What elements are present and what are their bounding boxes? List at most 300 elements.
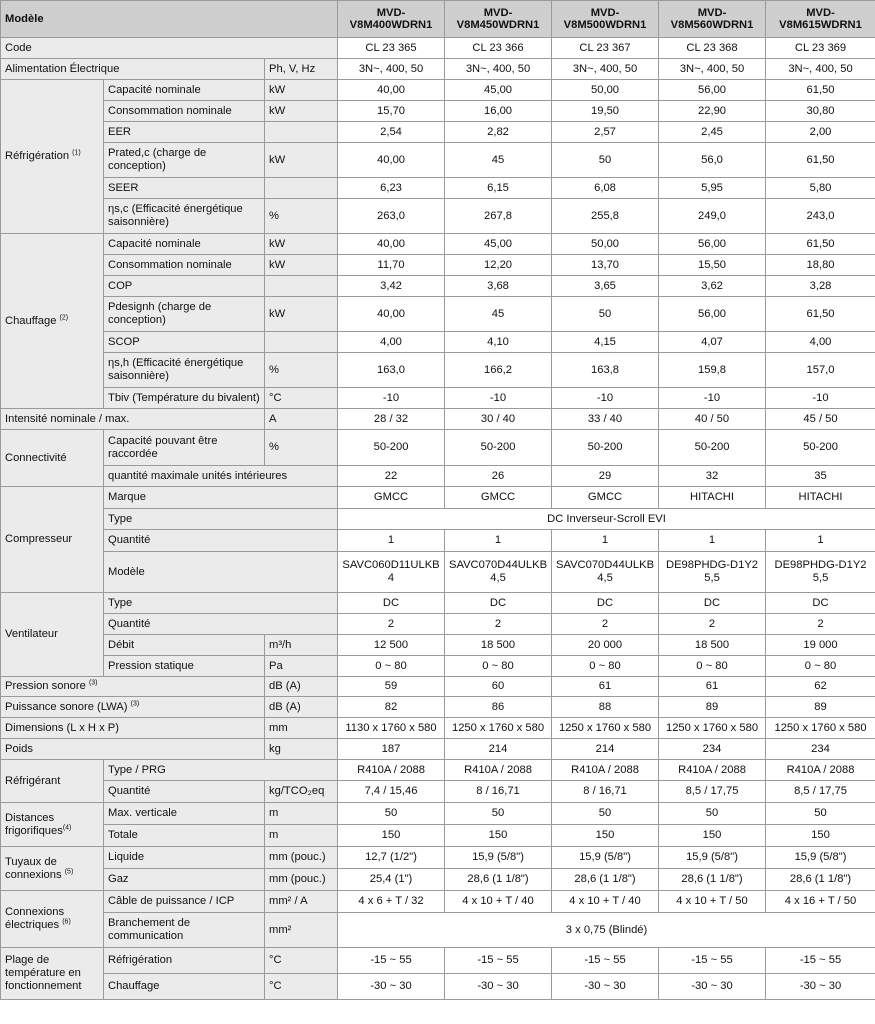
cell-value: 4 x 10 + T / 40	[552, 891, 659, 913]
row-unit: °C	[265, 948, 338, 974]
cell-value: 2	[766, 614, 875, 635]
code-row	[1, 38, 875, 59]
cell-value: 3N~, 400, 50	[338, 59, 445, 80]
cell-value: 263,0	[338, 199, 445, 234]
electrical-row	[1, 891, 875, 913]
fan-row	[1, 593, 875, 614]
cell-value: 50	[338, 803, 445, 825]
cell-value: 0 ~ 80	[659, 656, 766, 677]
cell-value: 234	[766, 739, 875, 760]
sub-label: Pression statique	[104, 656, 265, 677]
cell-value: HITACHI	[659, 487, 766, 509]
cell-value: 16,00	[445, 101, 552, 122]
row-unit: Ph, V, Hz	[265, 59, 338, 80]
sub-label: Quantité	[104, 614, 338, 635]
sub-label: Quantité	[104, 530, 338, 552]
cell-value: 13,70	[552, 255, 659, 276]
cell-value: 61,50	[766, 297, 875, 332]
temperature-range-row	[1, 974, 875, 1000]
current-row	[1, 409, 875, 430]
group-label-heating: Chauffage $^{(2)}$	[1, 234, 104, 409]
cell-value: 26	[445, 466, 552, 487]
cell-value: 50	[552, 803, 659, 825]
cell-value: R410A / 2088	[659, 760, 766, 781]
cell-value: 150	[338, 825, 445, 847]
cell-value: 89	[766, 697, 875, 718]
cell-value: 150	[552, 825, 659, 847]
row-unit: kW	[265, 101, 338, 122]
row-unit: kg/TCO₂eq	[265, 781, 338, 803]
cell-value: 35	[766, 466, 875, 487]
cell-value: 62	[766, 677, 875, 697]
cell-value: 40,00	[338, 80, 445, 101]
sub-label: quantité maximale unités intérieures	[104, 466, 338, 487]
cell-value: 15,9 (5/8")	[659, 847, 766, 869]
cell-value: 6,08	[552, 178, 659, 199]
group-label-cooling: Réfrigération $^{(1)}$	[1, 80, 104, 234]
cell-value: 163,0	[338, 353, 445, 388]
row-unit	[265, 276, 338, 297]
cell-value: HITACHI	[766, 487, 875, 509]
cell-value: 1	[659, 530, 766, 552]
cell-value: 18 500	[445, 635, 552, 656]
cell-value: 45,00	[445, 234, 552, 255]
cell-value: 3,28	[766, 276, 875, 297]
cell-value: 30,80	[766, 101, 875, 122]
cell-value: 2	[552, 614, 659, 635]
row-unit: mm	[265, 718, 338, 739]
heating-row	[1, 297, 875, 332]
cell-value: -30 ~ 30	[338, 974, 445, 1000]
sub-label: Câble de puissance / ICP	[104, 891, 265, 913]
cell-value: 15,9 (5/8")	[552, 847, 659, 869]
row-unit: mm² / A	[265, 891, 338, 913]
cell-value: 32	[659, 466, 766, 487]
cell-value: 3,42	[338, 276, 445, 297]
cell-value: -30 ~ 30	[766, 974, 875, 1000]
cell-value: 1	[552, 530, 659, 552]
cell-value: 1	[766, 530, 875, 552]
cell-value: CL 23 369	[766, 38, 875, 59]
cell-value: 2,45	[659, 122, 766, 143]
sub-label: ηs,h (Efficacité énergétique saisonnière)	[104, 353, 265, 388]
cell-value: 2	[659, 614, 766, 635]
cell-value: -10	[338, 388, 445, 409]
sub-label: Modèle	[104, 552, 338, 593]
cell-value: 150	[766, 825, 875, 847]
cell-value: 56,00	[659, 234, 766, 255]
cell-value: 50	[552, 297, 659, 332]
heating-row	[1, 234, 875, 255]
cell-value: 2	[445, 614, 552, 635]
cell-value: 0 ~ 80	[766, 656, 875, 677]
model-name-3: MVD- V8M500WDRN1	[552, 1, 659, 38]
cell-value: 15,9 (5/8")	[766, 847, 875, 869]
sub-label: Marque	[104, 487, 338, 509]
compressor-row	[1, 509, 875, 530]
cell-value: 60	[445, 677, 552, 697]
cell-value: 2	[338, 614, 445, 635]
cell-value: 40 / 50	[659, 409, 766, 430]
cell-value: 88	[552, 697, 659, 718]
cell-value: R410A / 2088	[552, 760, 659, 781]
cell-value: -15 ~ 55	[659, 948, 766, 974]
cell-value: 4,00	[766, 332, 875, 353]
cell-value: SAVC060D11ULKB 4	[338, 552, 445, 593]
cell-value: 0 ~ 80	[445, 656, 552, 677]
pipes-row	[1, 869, 875, 891]
distances-row	[1, 803, 875, 825]
cell-value: R410A / 2088	[445, 760, 552, 781]
distances-row	[1, 825, 875, 847]
row-unit: °C	[265, 388, 338, 409]
model-header-label: Modèle	[1, 1, 338, 38]
cell-value: DC	[766, 593, 875, 614]
row-label: Puissance sonore (LWA) $^{(3)}$	[1, 697, 265, 718]
cell-value: 0 ~ 80	[552, 656, 659, 677]
cell-value: 50,00	[552, 80, 659, 101]
cell-value: 255,8	[552, 199, 659, 234]
row-label: Poids	[1, 739, 265, 760]
cell-value: 1	[338, 530, 445, 552]
sub-label: Consommation nominale	[104, 255, 265, 276]
row-unit: kg	[265, 739, 338, 760]
cell-value: 82	[338, 697, 445, 718]
row-unit: m³/h	[265, 635, 338, 656]
cell-value: 159,8	[659, 353, 766, 388]
cell-value: CL 23 366	[445, 38, 552, 59]
cell-value: 3,65	[552, 276, 659, 297]
compressor-row	[1, 530, 875, 552]
cell-value: 33 / 40	[552, 409, 659, 430]
sub-label: Branchement de communication	[104, 913, 265, 948]
cell-value: 6,23	[338, 178, 445, 199]
fan-row	[1, 614, 875, 635]
refrigerant-row	[1, 760, 875, 781]
cell-value: 18 500	[659, 635, 766, 656]
cell-value: 40,00	[338, 234, 445, 255]
cell-value: -15 ~ 55	[445, 948, 552, 974]
cell-value: 15,50	[659, 255, 766, 276]
row-label: Pression sonore $^{(3)}$	[1, 677, 265, 697]
model-name-4: MVD- V8M560WDRN1	[659, 1, 766, 38]
electrical-row	[1, 913, 875, 948]
dimensions-row	[1, 718, 875, 739]
cell-value: R410A / 2088	[766, 760, 875, 781]
row-unit: kW	[265, 255, 338, 276]
cell-value: 267,8	[445, 199, 552, 234]
cell-value: -10	[659, 388, 766, 409]
cell-value: 1250 x 1760 x 580	[445, 718, 552, 739]
cell-value: 28 / 32	[338, 409, 445, 430]
cell-value: 19,50	[552, 101, 659, 122]
cell-value: 50	[445, 803, 552, 825]
cell-value: 4 x 10 + T / 40	[445, 891, 552, 913]
cooling-row	[1, 122, 875, 143]
cell-value: 86	[445, 697, 552, 718]
sub-label: Capacité nominale	[104, 80, 265, 101]
cell-value: 50-200	[766, 430, 875, 466]
cell-value: 3,68	[445, 276, 552, 297]
cell-value: -10	[552, 388, 659, 409]
cell-value: 59	[338, 677, 445, 697]
sub-label: Totale	[104, 825, 265, 847]
heating-row	[1, 388, 875, 409]
sub-label: Capacité pouvant être raccordée	[104, 430, 265, 466]
cell-value: 45,00	[445, 80, 552, 101]
cell-value: -15 ~ 55	[766, 948, 875, 974]
cell-value: 163,8	[552, 353, 659, 388]
row-label: Alimentation Électrique	[1, 59, 265, 80]
cell-value: 61	[659, 677, 766, 697]
cell-value: 28,6 (1 1/8")	[552, 869, 659, 891]
row-unit: %	[265, 199, 338, 234]
sub-label: Type	[104, 509, 338, 530]
connectivity-row	[1, 430, 875, 466]
sub-label: COP	[104, 276, 265, 297]
cell-value: 150	[659, 825, 766, 847]
connectivity-row	[1, 466, 875, 487]
group-label-refrigerant: Réfrigérant	[1, 760, 104, 803]
cell-value: 19 000	[766, 635, 875, 656]
cell-value: 56,00	[659, 297, 766, 332]
cell-value: -15 ~ 55	[552, 948, 659, 974]
cell-value: 28,6 (1 1/8")	[659, 869, 766, 891]
cell-value: CL 23 368	[659, 38, 766, 59]
cell-value: GMCC	[338, 487, 445, 509]
model-name-2: MVD- V8M450WDRN1	[445, 1, 552, 38]
cell-value: 3N~, 400, 50	[445, 59, 552, 80]
cell-value: 15,9 (5/8")	[445, 847, 552, 869]
cell-value: 28,6 (1 1/8")	[766, 869, 875, 891]
cell-value: 50-200	[552, 430, 659, 466]
cooling-row	[1, 101, 875, 122]
cooling-row	[1, 143, 875, 178]
cell-value: 50-200	[338, 430, 445, 466]
cell-value: 61,50	[766, 80, 875, 101]
cell-value: 150	[445, 825, 552, 847]
cell-value: DC	[445, 593, 552, 614]
cell-value: 30 / 40	[445, 409, 552, 430]
cell-value: 12,20	[445, 255, 552, 276]
cell-value: 50	[766, 803, 875, 825]
cell-value: 8 / 16,71	[552, 781, 659, 803]
cell-value: 214	[552, 739, 659, 760]
cell-value: 15,70	[338, 101, 445, 122]
row-label: Code	[1, 38, 338, 59]
cell-value: 25,4 (1")	[338, 869, 445, 891]
cooling-row	[1, 178, 875, 199]
cell-value: 56,00	[659, 80, 766, 101]
row-unit: %	[265, 353, 338, 388]
cell-value: 2,00	[766, 122, 875, 143]
row-unit: kW	[265, 143, 338, 178]
cell-value: -30 ~ 30	[659, 974, 766, 1000]
cell-value: -30 ~ 30	[552, 974, 659, 1000]
fan-row	[1, 656, 875, 677]
cell-value: R410A / 2088	[338, 760, 445, 781]
row-unit: kW	[265, 297, 338, 332]
sub-label: Capacité nominale	[104, 234, 265, 255]
cooling-row	[1, 199, 875, 234]
cell-value: 29	[552, 466, 659, 487]
group-label-pipes: Tuyaux de connexions $^{(5)}$	[1, 847, 104, 891]
cell-value: 12 500	[338, 635, 445, 656]
cell-value: GMCC	[445, 487, 552, 509]
cell-value: 3N~, 400, 50	[659, 59, 766, 80]
row-label: Intensité nominale / max.	[1, 409, 265, 430]
cell-value: CL 23 367	[552, 38, 659, 59]
power-supply-row	[1, 59, 875, 80]
row-unit: dB (A)	[265, 677, 338, 697]
cell-value: 4 x 10 + T / 50	[659, 891, 766, 913]
cell-value: 5,80	[766, 178, 875, 199]
sub-label: ηs,c (Efficacité énergétique saisonnière)	[104, 199, 265, 234]
compressor-row	[1, 552, 875, 593]
sub-label: EER	[104, 122, 265, 143]
cell-value: 1250 x 1760 x 580	[766, 718, 875, 739]
model-name-5: MVD- V8M615WDRN1	[766, 1, 875, 38]
group-label-temperature-range: Plage de température en fonctionnement	[1, 948, 104, 1000]
group-label-electrical: Connexions électriques $^{(6)}$	[1, 891, 104, 948]
cell-value: 50	[659, 803, 766, 825]
cell-value: 45 / 50	[766, 409, 875, 430]
cell-value: 4 x 6 + T / 32	[338, 891, 445, 913]
pipes-row	[1, 847, 875, 869]
cell-value: 50,00	[552, 234, 659, 255]
cell-value: 12,7 (1/2")	[338, 847, 445, 869]
cell-value: 40,00	[338, 143, 445, 178]
sub-label: Prated,c (charge de conception)	[104, 143, 265, 178]
row-unit	[265, 178, 338, 199]
cell-value: 1	[445, 530, 552, 552]
row-unit: kW	[265, 234, 338, 255]
sub-label: SEER	[104, 178, 265, 199]
cell-value: SAVC070D44ULKB 4,5	[552, 552, 659, 593]
weight-row	[1, 739, 875, 760]
cell-value: 6,15	[445, 178, 552, 199]
sub-label: Débit	[104, 635, 265, 656]
cooling-row	[1, 80, 875, 101]
cell-value: 5,95	[659, 178, 766, 199]
cell-value: 8,5 / 17,75	[659, 781, 766, 803]
cell-value: 166,2	[445, 353, 552, 388]
cell-value: 0 ~ 80	[338, 656, 445, 677]
cell-value: 22,90	[659, 101, 766, 122]
sub-label: SCOP	[104, 332, 265, 353]
row-unit: dB (A)	[265, 697, 338, 718]
cell-value: 50-200	[445, 430, 552, 466]
row-unit: mm²	[265, 913, 338, 948]
cell-value: CL 23 365	[338, 38, 445, 59]
group-label-distances: Distances frigorifiques$^{(4)}$	[1, 803, 104, 847]
cell-value: 4,00	[338, 332, 445, 353]
compressor-row	[1, 487, 875, 509]
sub-label: Quantité	[104, 781, 265, 803]
sub-label: Max. verticale	[104, 803, 265, 825]
heating-row	[1, 276, 875, 297]
cell-value: DC	[659, 593, 766, 614]
row-unit: mm (pouc.)	[265, 869, 338, 891]
row-unit	[265, 332, 338, 353]
cell-value: 4,07	[659, 332, 766, 353]
sub-label: Liquide	[104, 847, 265, 869]
cell-value: 1130 x 1760 x 580	[338, 718, 445, 739]
cell-value: 28,6 (1 1/8")	[445, 869, 552, 891]
cell-value: 89	[659, 697, 766, 718]
cell-value: -10	[766, 388, 875, 409]
row-unit: m	[265, 803, 338, 825]
cell-value: 249,0	[659, 199, 766, 234]
cell-value: 2,54	[338, 122, 445, 143]
cell-value: 4,15	[552, 332, 659, 353]
row-unit: kW	[265, 80, 338, 101]
cell-value: 157,0	[766, 353, 875, 388]
cell-value: 56,0	[659, 143, 766, 178]
row-unit: Pa	[265, 656, 338, 677]
cell-value: GMCC	[552, 487, 659, 509]
cell-value: 11,70	[338, 255, 445, 276]
cell-value: 7,4 / 15,46	[338, 781, 445, 803]
model-name-1: MVD- V8M400WDRN1	[338, 1, 445, 38]
row-unit: mm (pouc.)	[265, 847, 338, 869]
sub-label: Réfrigération	[104, 948, 265, 974]
cell-value: 45	[445, 143, 552, 178]
cell-value: 187	[338, 739, 445, 760]
cell-value: 4,10	[445, 332, 552, 353]
cell-value: 214	[445, 739, 552, 760]
cell-value: 45	[445, 297, 552, 332]
temperature-range-row	[1, 948, 875, 974]
sub-label: Type	[104, 593, 338, 614]
cell-value: 3N~, 400, 50	[766, 59, 875, 80]
sound-power-row	[1, 697, 875, 718]
sub-label: Tbiv (Température du bivalent)	[104, 388, 265, 409]
cell-value: 4 x 16 + T / 50	[766, 891, 875, 913]
cell-value-merged: 3 x 0,75 (Blindé)	[338, 913, 875, 948]
cell-value: 20 000	[552, 635, 659, 656]
cell-value: -15 ~ 55	[338, 948, 445, 974]
fan-row	[1, 635, 875, 656]
cell-value: 8,5 / 17,75	[766, 781, 875, 803]
group-label-connectivity: Connectivité	[1, 430, 104, 487]
cell-value: 8 / 16,71	[445, 781, 552, 803]
cell-value: 18,80	[766, 255, 875, 276]
cell-value: DE98PHDG-D1Y2 5,5	[659, 552, 766, 593]
row-label: Dimensions (L x H x P)	[1, 718, 265, 739]
cell-value: 1250 x 1760 x 580	[659, 718, 766, 739]
cell-value: 50-200	[659, 430, 766, 466]
group-label-compressor: Compresseur	[1, 487, 104, 593]
group-label-fan: Ventilateur	[1, 593, 104, 677]
cell-value: 40,00	[338, 297, 445, 332]
cell-value: 234	[659, 739, 766, 760]
cell-value: 2,82	[445, 122, 552, 143]
cell-value: 243,0	[766, 199, 875, 234]
cell-value-merged: DC Inverseur-Scroll EVI	[338, 509, 875, 530]
row-unit: A	[265, 409, 338, 430]
sub-label: Pdesignh (charge de conception)	[104, 297, 265, 332]
cell-value: 3,62	[659, 276, 766, 297]
cell-value: DC	[552, 593, 659, 614]
cell-value: 61,50	[766, 234, 875, 255]
cell-value: 61,50	[766, 143, 875, 178]
cell-value: -30 ~ 30	[445, 974, 552, 1000]
cell-value: 50	[552, 143, 659, 178]
cell-value: 1250 x 1760 x 580	[552, 718, 659, 739]
cell-value: DE98PHDG-D1Y2 5,5	[766, 552, 875, 593]
sub-label: Gaz	[104, 869, 265, 891]
